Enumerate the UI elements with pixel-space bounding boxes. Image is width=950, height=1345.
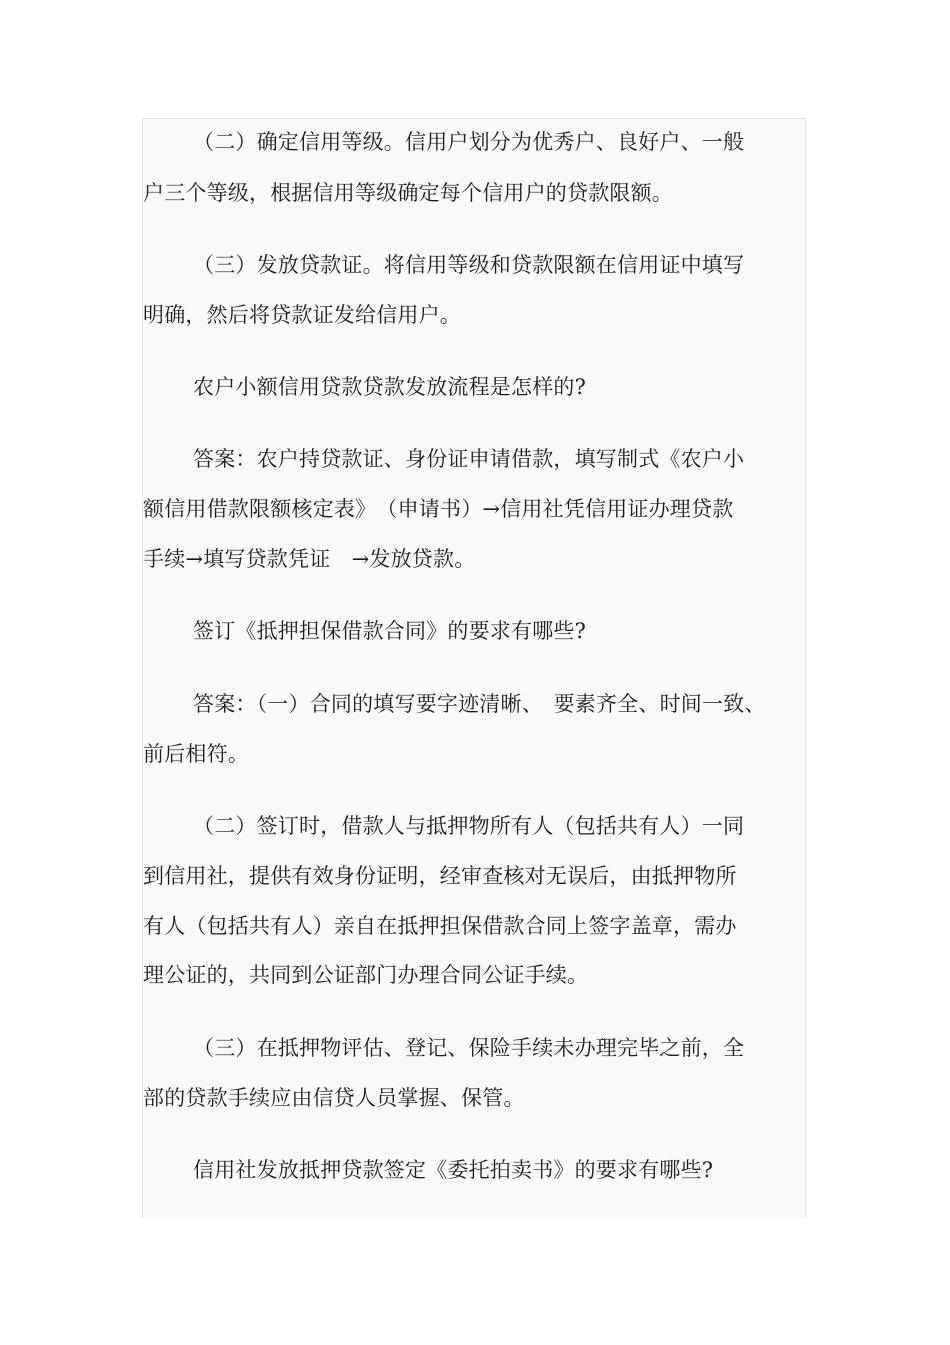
- question-line: 信用社发放抵押贷款签定《委托拍卖书》的要求有哪些?: [193, 1158, 714, 1182]
- paragraph-line: 答案：农户持贷款证、身份证申请借款，填写制式《农户小: [193, 447, 745, 471]
- paragraph-line: 答案：（一）合同的填写要字迹清晰、 要素齐全、时间一致、: [193, 692, 766, 716]
- paragraph-line: 前后相符。: [143, 742, 249, 766]
- paragraph-line: （二）签订时，借款人与抵押物所有人（包括共有人）一同: [193, 814, 745, 838]
- paragraph-line: （三）发放贷款证。将信用等级和贷款限额在信用证中填写: [193, 253, 745, 277]
- paragraph-line: 有人（包括共有人）亲自在抵押担保借款合同上签字盖章，需办: [143, 914, 737, 938]
- paragraph-line: （二）确定信用等级。信用户划分为优秀户、良好户、一般: [193, 130, 745, 154]
- paragraph-line: （三）在抵押物评估、登记、保险手续未办理完毕之前，全: [193, 1036, 745, 1060]
- paragraph-line: 理公证的，共同到公证部门办理合同公证手续。: [143, 963, 589, 987]
- paragraph-line: 户三个等级，根据信用等级确定每个信用户的贷款限额。: [143, 181, 673, 205]
- paragraph-line: 部的贷款手续应由信贷人员掌握、保管。: [143, 1086, 525, 1110]
- paragraph-line: 到信用社，提供有效身份证明，经审查核对无误后，由抵押物所: [143, 864, 737, 888]
- paragraph-line: 手续→填写贷款凭证 →发放贷款。: [143, 547, 476, 571]
- question-line: 农户小额信用贷款贷款发放流程是怎样的?: [193, 375, 587, 399]
- paragraph-line: 额信用借款限额核定表》 （申请书）→信用社凭信用证办理贷款: [143, 497, 734, 521]
- question-line: 签订《抵押担保借款合同》的要求有哪些?: [193, 619, 587, 643]
- paragraph-line: 明确，然后将贷款证发给信用户。: [143, 303, 461, 327]
